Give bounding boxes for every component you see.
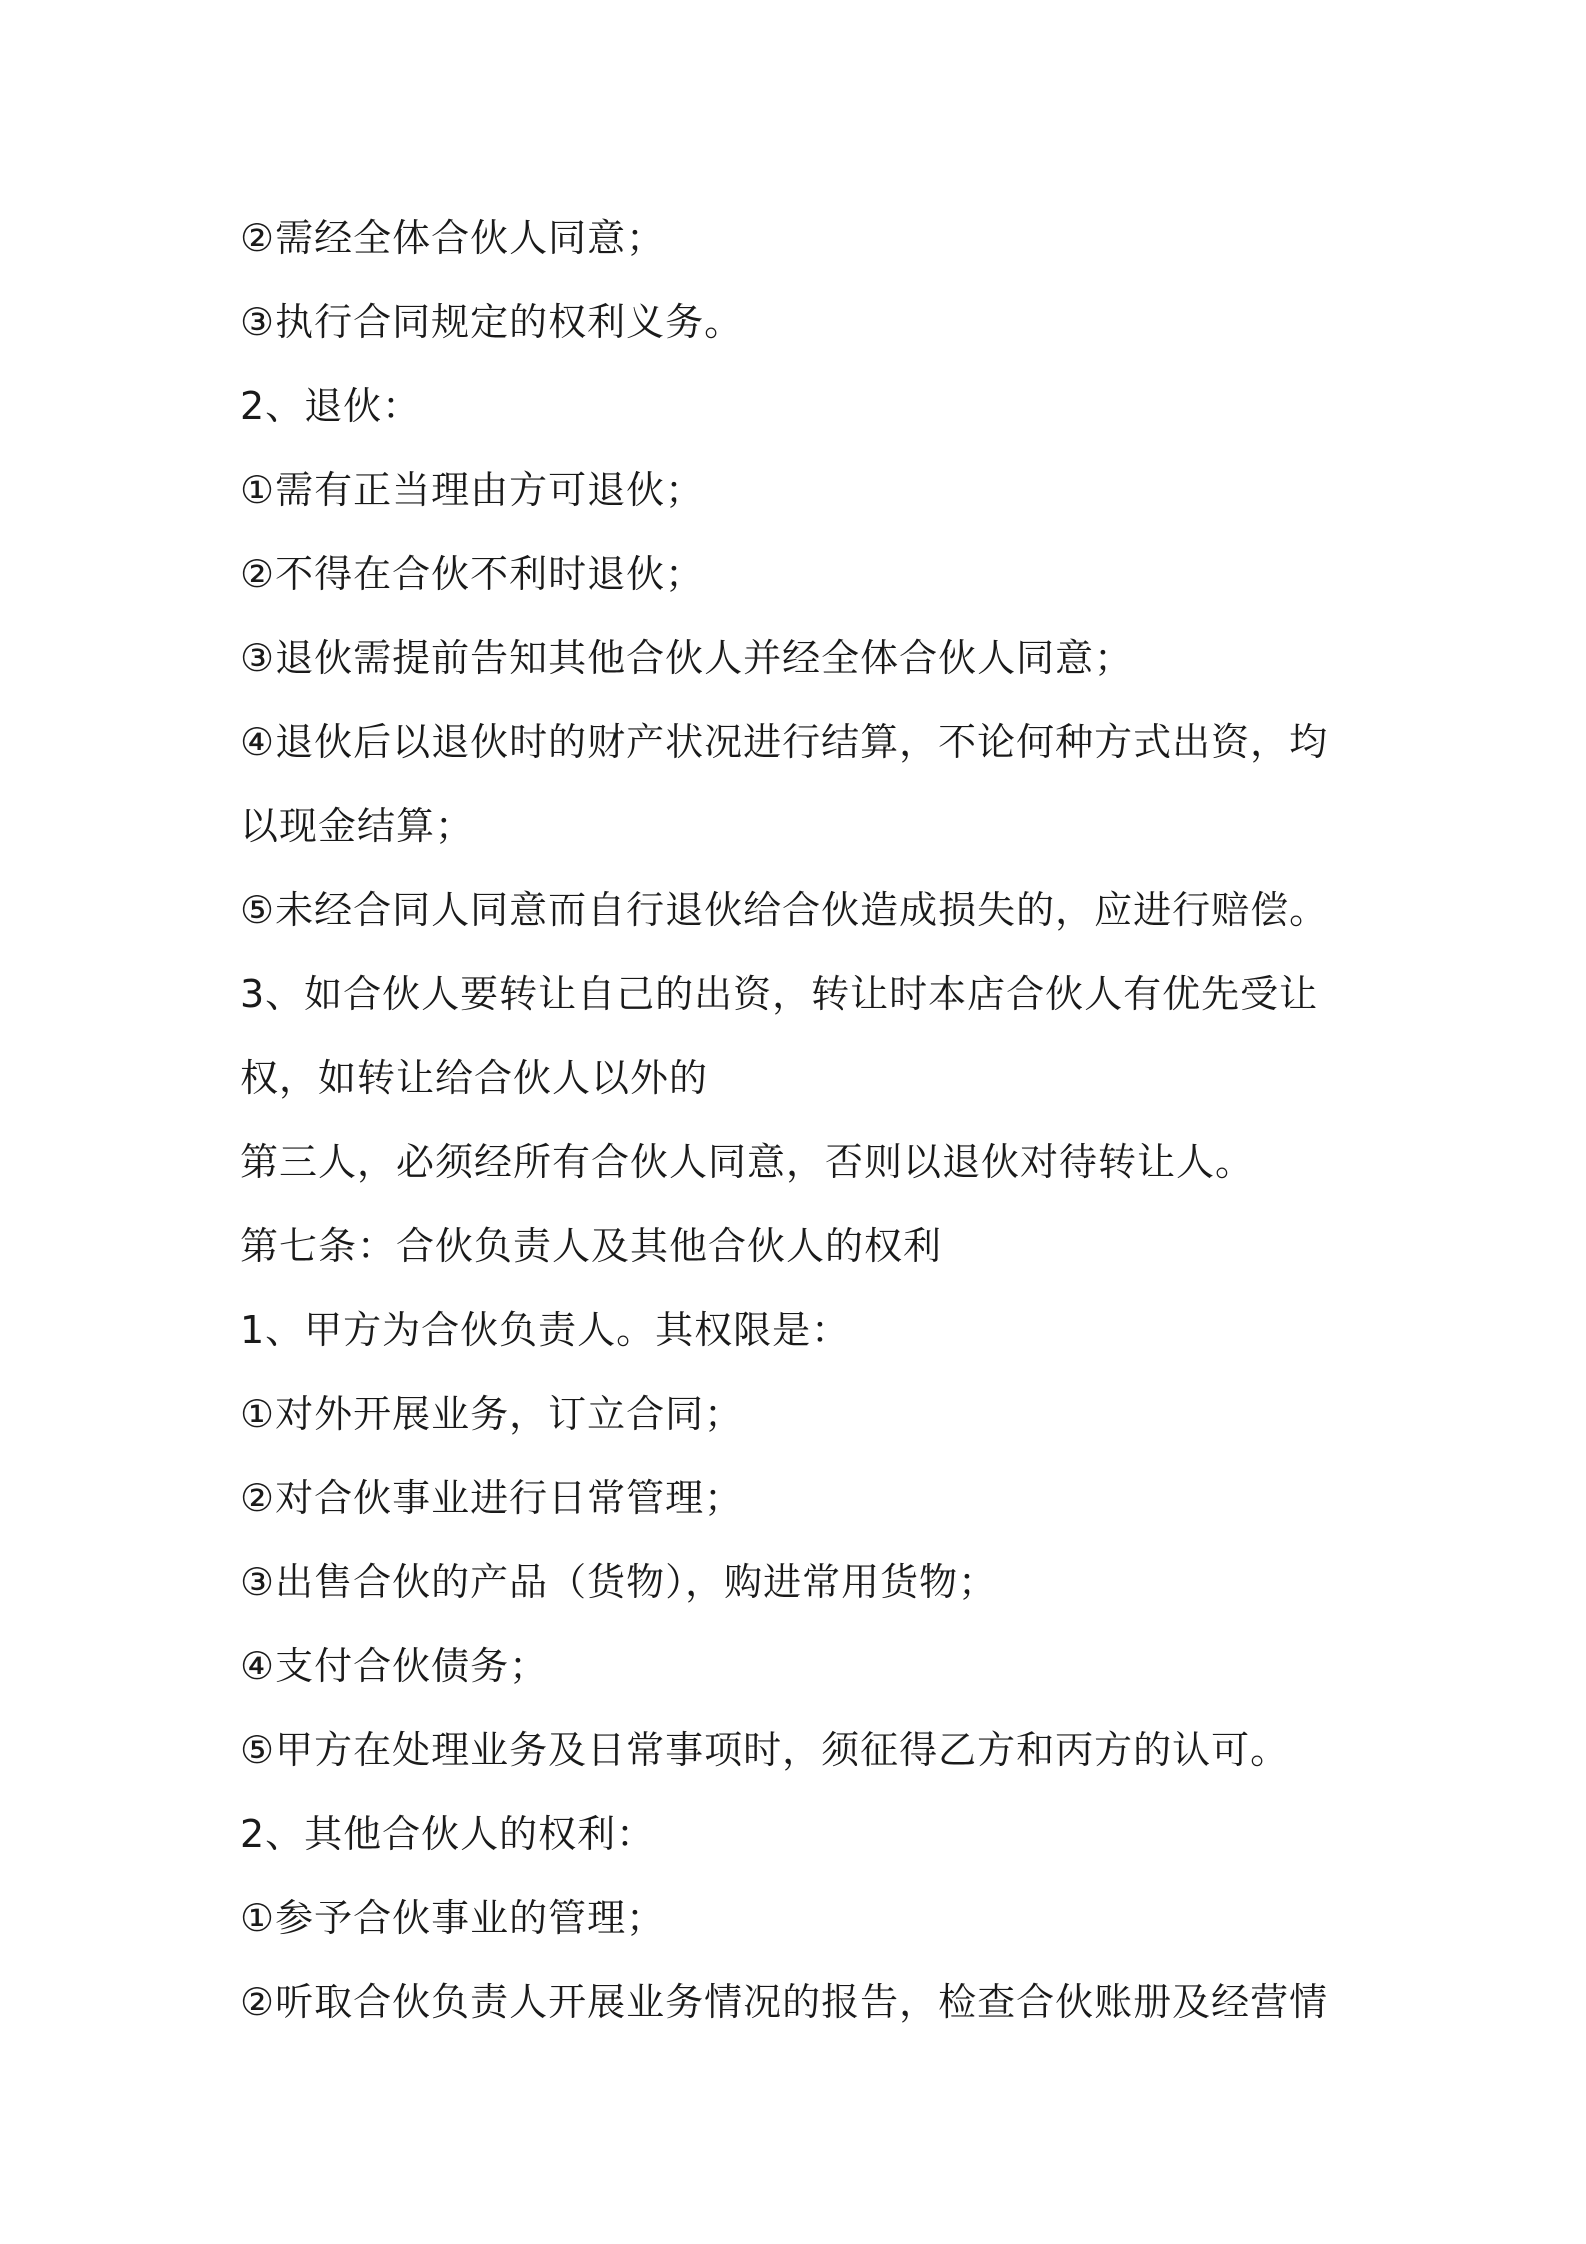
article-heading: 第七条：合伙负责人及其他合伙人的权利 xyxy=(240,1224,943,1268)
section-paragraph: 3、如合伙人要转让自己的出资，转让时本店合伙人有优先受让 xyxy=(240,972,1319,1016)
clause-item: ①需有正当理由方可退伙； xyxy=(240,468,705,512)
clause-item: ④退伙后以退伙时的财产状况进行结算，不论何种方式出资，均 xyxy=(240,720,1329,764)
document-body xyxy=(240,196,1360,2044)
clause-item-continuation: 以现金结算； xyxy=(240,804,475,848)
clause-item: ⑤未经合同人同意而自行退伙给合伙造成损失的，应进行赔偿。 xyxy=(240,888,1329,932)
clause-item: ②需经全体合伙人同意； xyxy=(240,216,666,260)
section-paragraph-continuation: 第三人，必须经所有合伙人同意，否则以退伙对待转让人。 xyxy=(240,1140,1255,1184)
clause-item: ②不得在合伙不利时退伙； xyxy=(240,552,705,596)
clause-item: ②听取合伙负责人开展业务情况的报告，检查合伙账册及经营情 xyxy=(240,1980,1329,2024)
clause-item: ③退伙需提前告知其他合伙人并经全体合伙人同意； xyxy=(240,636,1134,680)
section-heading: 2、其他合伙人的权利： xyxy=(240,1812,656,1856)
clause-item: ③出售合伙的产品（货物），购进常用货物； xyxy=(240,1560,998,1604)
clause-item: ④支付合伙债务； xyxy=(240,1644,549,1688)
section-heading: 2、退伙： xyxy=(240,384,422,428)
section-heading: 1、甲方为合伙负责人。其权限是： xyxy=(240,1308,851,1352)
clause-item: ③执行合同规定的权利义务。 xyxy=(240,300,744,344)
section-paragraph-continuation: 权，如转让给合伙人以外的 xyxy=(240,1056,709,1100)
clause-item: ①对外开展业务，订立合同； xyxy=(240,1392,744,1436)
clause-item: ②对合伙事业进行日常管理； xyxy=(240,1476,744,1520)
clause-item: ⑤甲方在处理业务及日常事项时，须征得乙方和丙方的认可。 xyxy=(240,1728,1290,1772)
clause-item: ①参予合伙事业的管理； xyxy=(240,1896,666,1940)
